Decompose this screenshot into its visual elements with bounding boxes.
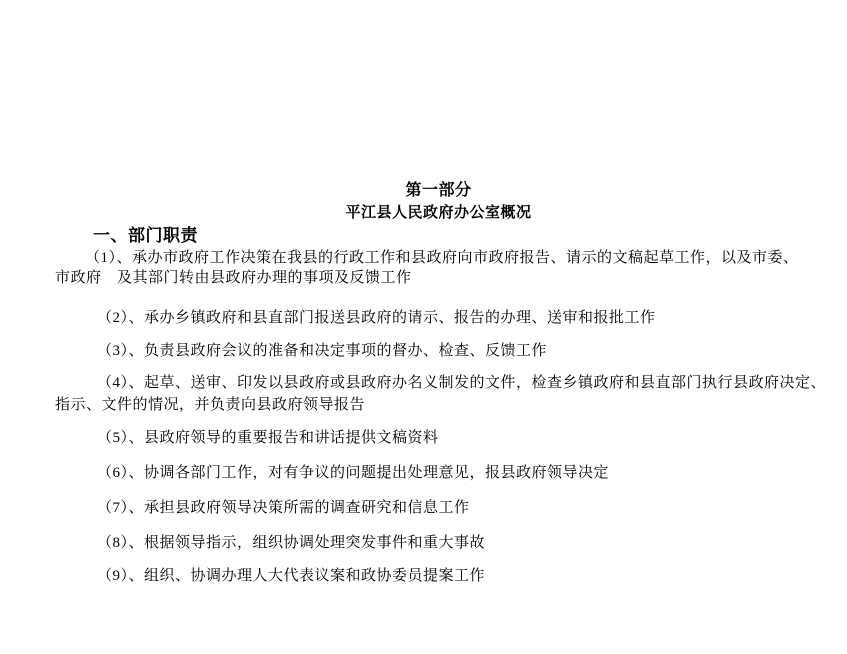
duty-item-8: （8）、根据领导指示，组织协调处理突发事件和重大事故 xyxy=(97,535,486,551)
part-title: 第一部分 xyxy=(405,182,472,199)
duty-item-9: （9）、组织、协调办理人大代表议案和政协委员提案工作 xyxy=(97,568,486,584)
section-heading: 一、部门职责 xyxy=(93,226,198,245)
duty-item-4-line-1: （4）、起草、送审、印发以县政府或县政府办名义制发的文件，检查乡镇政府和县直部门执行县政府决定、 xyxy=(97,375,827,391)
duty-item-5: （5）、县政府领导的重要报告和讲话提供文稿资料 xyxy=(97,430,439,446)
duty-item-1-line-1: （1）、承办市政府工作决策在我县的行政工作和县政府向市政府报告、请示的文稿起草工作，以及市委、 xyxy=(85,250,799,266)
duty-item-7: （7）、承担县政府领导决策所需的调查研究和信息工作 xyxy=(97,500,470,516)
document-title: 平江县人民政府办公室概况 xyxy=(345,205,532,221)
duty-item-4-line-2: 指示、文件的情况，并负责向县政府领导报告 xyxy=(55,397,366,413)
duty-item-1-line-2: 市政府 及其部门转由县政府办理的事项及反馈工作 xyxy=(55,270,412,286)
duty-item-3: （3）、负责县政府会议的准备和决定事项的督办、检查、反馈工作 xyxy=(97,343,548,359)
duty-item-6: （6）、协调各部门工作，对有争议的问题提出处理意见，报县政府领导决定 xyxy=(97,465,610,481)
duty-item-2: （2）、承办乡镇政府和县直部门报送县政府的请示、报告的办理、送审和报批工作 xyxy=(97,310,656,326)
